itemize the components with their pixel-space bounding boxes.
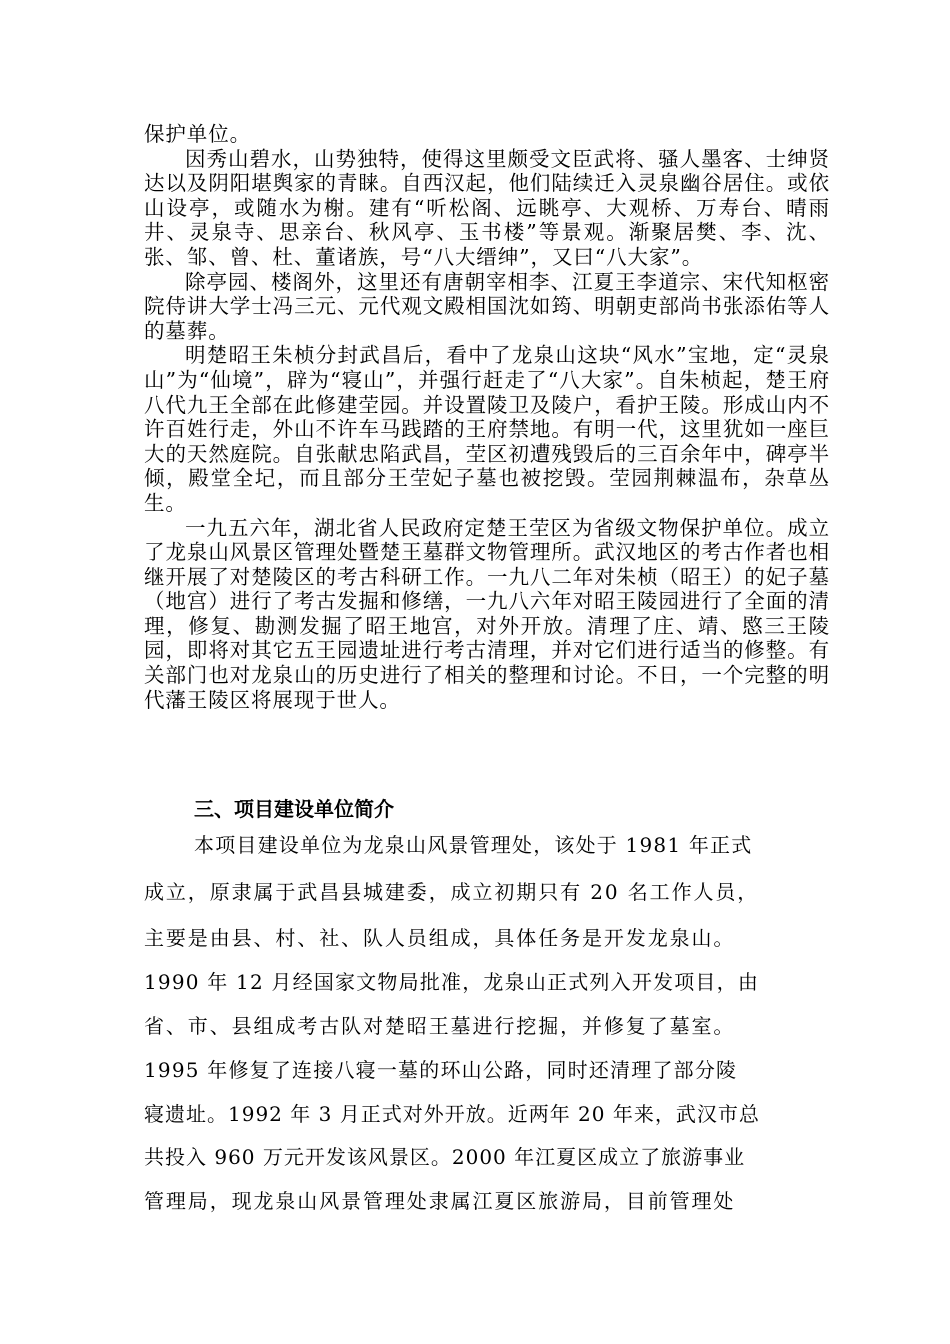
intro-line: 成立，原隶属于武昌县城建委，成立初期只有 20 名工作人员，: [144, 880, 760, 904]
intro-line: 寝遗址。1992 年 3 月正式对外开放。近两年 20 年来，武汉市总: [144, 1102, 760, 1126]
intro-line: 省、市、县组成考古队对楚昭王墓进行挖掘，并修复了墓室。: [144, 1014, 736, 1038]
section-heading: 三、项目建设单位简介: [194, 797, 394, 821]
paragraph-chu-king: 明楚昭王朱桢分封武昌后，看中了龙泉山这块“风水”宝地，定“灵泉山”为“仙境”，辟为“寝山”，并强行赶走了“八大家”。自朱桢起，楚王府八代九王全部在此修建茔园。并设置陵卫及陵户，看护王陵。形成山内不许百姓行走，外山不许车马践踏的王府禁地。有明一代，这里犹如一座巨大的天然庭院。自张献忠陷武昌，茔区初遭残毁后的三百余年中，碑亭半倾，殿堂全圮，而且部分王茔妃子墓也被挖毁。茔园荆棘温布，杂草丛生。: [144, 343, 830, 515]
intro-line: 1995 年修复了连接八寝一墓的环山公路，同时还清理了部分陵: [144, 1058, 738, 1082]
intro-line: 本项目建设单位为龙泉山风景管理处，该处于 1981 年正式: [194, 833, 753, 857]
paragraph-tombs: 除亭园、楼阁外，这里还有唐朝宰相李、江夏王李道宗、宋代知枢密院侍讲大学士冯三元、元代观文殿相国沈如筠、明朝吏部尚书张添佑等人的墓葬。: [144, 269, 830, 343]
intro-line: 共投入 960 万元开发该风景区。2000 年江夏区成立了旅游事业: [144, 1145, 746, 1169]
history-section: [144, 122, 830, 712]
paragraph-scenery: 因秀山碧水，山势独特，使得这里颇受文臣武将、骚人墨客、士绅贤达以及阴阳堪舆家的青睐。自西汉起，他们陆续迁入灵泉幽谷居住。或依山设亭，或随水为榭。建有“听松阁、远眺亭、大观桥、万寿台、晴雨井、灵泉寺、思亲台、秋风亭、玉书楼”等景观。渐聚居樊、李、沈、张、邹、曾、杜、董诸族，号“八大缙绅”，又曰“八大家”。: [144, 146, 830, 269]
paragraph-1956: 一九五六年，湖北省人民政府定楚王茔区为省级文物保护单位。成立了龙泉山风景区管理处暨楚王墓群文物管理所。武汉地区的考古作者也相继开展了对楚陵区的考古科研工作。一九八二年对朱桢（昭王）的妃子墓（地宫）进行了考古发掘和修缮，一九八六年对昭王陵园进行了全面的清理，修复、勘测发掘了昭王地宫，对外开放。清理了庄、靖、愍三王陵园，即将对其它五王园遗址进行考古清理，并对它们进行适当的修整。有关部门也对龙泉山的历史进行了相关的整理和讨论。不日，一个完整的明代藩王陵区将展现于世人。: [144, 515, 830, 712]
intro-line: 管理局，现龙泉山风景管理处隶属江夏区旅游局，目前管理处: [144, 1189, 736, 1213]
intro-line: 1990 年 12 月经国家文物局批准，龙泉山正式列入开发项目，由: [144, 970, 760, 994]
paragraph-protection-unit: 保护单位。: [144, 122, 251, 146]
intro-line: 主要是由县、村、社、队人员组成，具体任务是开发龙泉山。: [144, 926, 736, 950]
